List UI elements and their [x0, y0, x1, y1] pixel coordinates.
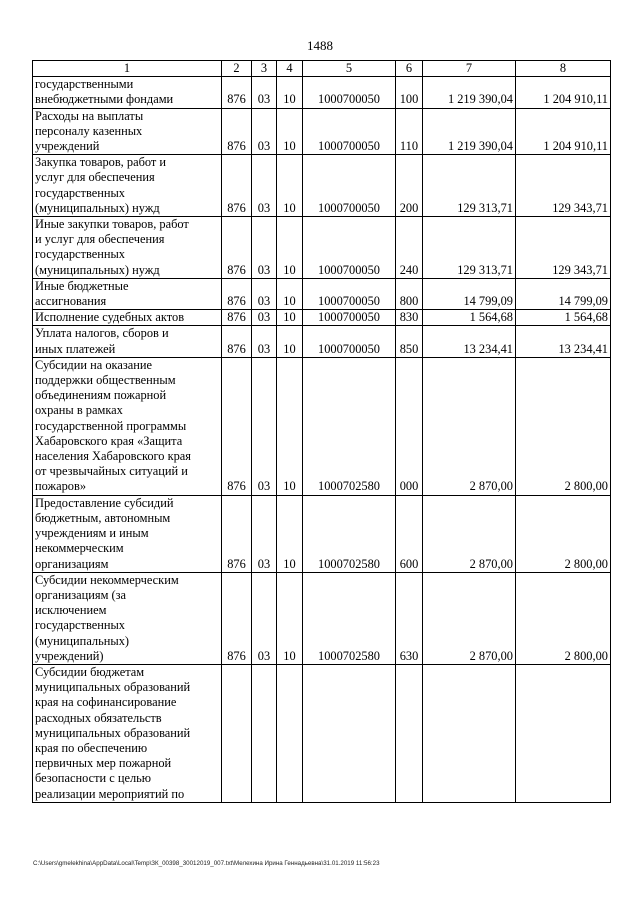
section-cell: 03	[252, 572, 277, 664]
amount-col7-cell: 129 313,71	[423, 217, 516, 279]
expense-type-cell: 110	[396, 108, 423, 155]
table-row	[33, 664, 611, 802]
subsection-cell	[277, 664, 303, 802]
gr-code-cell: 876	[222, 357, 252, 495]
section-cell: 03	[252, 357, 277, 495]
subsection-cell: 10	[277, 217, 303, 279]
amount-col8-cell: 2 800,00	[516, 572, 611, 664]
table-row	[33, 572, 611, 664]
amount-col7-cell: 2 870,00	[423, 357, 516, 495]
expense-type-cell: 200	[396, 155, 423, 217]
table-header-row	[33, 61, 611, 77]
subsection-cell: 10	[277, 326, 303, 357]
column-header: 7	[423, 61, 516, 77]
expense-type-cell: 240	[396, 217, 423, 279]
subsection-cell: 10	[277, 357, 303, 495]
amount-col8-cell: 129 343,71	[516, 217, 611, 279]
table-row	[33, 357, 611, 495]
row-name-cell: Исполнение судебных актов	[33, 310, 222, 326]
target-article-cell: 1000702580	[303, 495, 396, 572]
row-name-cell: государственными внебюджетными фондами	[33, 77, 222, 108]
amount-col7-cell: 14 799,09	[423, 278, 516, 309]
expense-type-cell: 800	[396, 278, 423, 309]
expense-type-cell: 850	[396, 326, 423, 357]
target-article-cell: 1000700050	[303, 77, 396, 108]
amount-col7-cell: 2 870,00	[423, 572, 516, 664]
table-row	[33, 326, 611, 357]
section-cell: 03	[252, 278, 277, 309]
amount-col8-cell: 14 799,09	[516, 278, 611, 309]
budget-table	[32, 60, 611, 803]
column-header: 2	[222, 61, 252, 77]
gr-code-cell: 876	[222, 572, 252, 664]
gr-code-cell: 876	[222, 310, 252, 326]
table-row	[33, 77, 611, 108]
amount-col7-cell: 13 234,41	[423, 326, 516, 357]
row-name-cell: Предоставление субсидий бюджетным, автономным учреждениям и иным некоммерческим организациям	[33, 495, 222, 572]
section-cell: 03	[252, 217, 277, 279]
target-article-cell: 1000702580	[303, 357, 396, 495]
gr-code-cell: 876	[222, 495, 252, 572]
gr-code-cell: 876	[222, 77, 252, 108]
section-cell: 03	[252, 77, 277, 108]
target-article-cell	[303, 664, 396, 802]
row-name-cell: Закупка товаров, работ и услуг для обеспечения государственных (муниципальных) нужд	[33, 155, 222, 217]
gr-code-cell: 876	[222, 326, 252, 357]
table-row	[33, 495, 611, 572]
column-header: 5	[303, 61, 396, 77]
amount-col8-cell	[516, 664, 611, 802]
amount-col8-cell: 13 234,41	[516, 326, 611, 357]
expense-type-cell: 830	[396, 310, 423, 326]
subsection-cell: 10	[277, 77, 303, 108]
gr-code-cell: 876	[222, 217, 252, 279]
amount-col7-cell: 1 564,68	[423, 310, 516, 326]
gr-code-cell: 876	[222, 278, 252, 309]
section-cell: 03	[252, 326, 277, 357]
expense-type-cell: 600	[396, 495, 423, 572]
row-name-cell: Субсидии некоммерческим организациям (за исключением государственных (муниципальных) учреждений)	[33, 572, 222, 664]
target-article-cell: 1000702580	[303, 572, 396, 664]
subsection-cell: 10	[277, 278, 303, 309]
row-name-cell: Субсидии на оказание поддержки общественным объединениям пожарной охраны в рамках государственной программы Хабаровского края «Защита населения Хабаровского края от чрезвычайных ситуаций и пожаров»	[33, 357, 222, 495]
amount-col7-cell: 129 313,71	[423, 155, 516, 217]
row-name-cell: Уплата налогов, сборов и иных платежей	[33, 326, 222, 357]
page-number: 1488	[307, 38, 333, 53]
target-article-cell: 1000700050	[303, 155, 396, 217]
expense-type-cell: 630	[396, 572, 423, 664]
table-body	[33, 77, 611, 803]
amount-col8-cell: 129 343,71	[516, 155, 611, 217]
column-header: 8	[516, 61, 611, 77]
expense-type-cell: 100	[396, 77, 423, 108]
target-article-cell: 1000700050	[303, 310, 396, 326]
row-name-cell: Иные бюджетные ассигнования	[33, 278, 222, 309]
gr-code-cell	[222, 664, 252, 802]
amount-col7-cell: 1 219 390,04	[423, 108, 516, 155]
gr-code-cell: 876	[222, 108, 252, 155]
column-header: 1	[33, 61, 222, 77]
row-name-cell: Иные закупки товаров, работ и услуг для обеспечения государственных (муниципальных) нужд	[33, 217, 222, 279]
section-cell: 03	[252, 155, 277, 217]
target-article-cell: 1000700050	[303, 108, 396, 155]
subsection-cell: 10	[277, 310, 303, 326]
column-header: 4	[277, 61, 303, 77]
amount-col7-cell: 1 219 390,04	[423, 77, 516, 108]
file-path-footer: C:\Users\gmelekhina\AppData\Local\Temp\ЗК_00398_30012019_007.txt\Мелехина Ирина Геннадьевна\31.01.2019 11:56:23	[33, 860, 380, 867]
subsection-cell: 10	[277, 108, 303, 155]
subsection-cell: 10	[277, 495, 303, 572]
amount-col8-cell: 2 800,00	[516, 495, 611, 572]
amount-col7-cell	[423, 664, 516, 802]
section-cell	[252, 664, 277, 802]
gr-code-cell: 876	[222, 155, 252, 217]
row-name-cell: Субсидии бюджетам муниципальных образований края на софинансирование расходных обязательств муниципальных образований края по обеспечению первичных мер пожарной безопасности с целью реализации мероприятий по	[33, 664, 222, 802]
table-row	[33, 310, 611, 326]
amount-col8-cell: 2 800,00	[516, 357, 611, 495]
row-name-cell: Расходы на выплаты персоналу казенных учреждений	[33, 108, 222, 155]
subsection-cell: 10	[277, 572, 303, 664]
table-row	[33, 155, 611, 217]
amount-col8-cell: 1 204 910,11	[516, 77, 611, 108]
section-cell: 03	[252, 310, 277, 326]
expense-type-cell	[396, 664, 423, 802]
amount-col8-cell: 1 204 910,11	[516, 108, 611, 155]
target-article-cell: 1000700050	[303, 326, 396, 357]
table-row	[33, 108, 611, 155]
amount-col7-cell: 2 870,00	[423, 495, 516, 572]
section-cell: 03	[252, 495, 277, 572]
target-article-cell: 1000700050	[303, 278, 396, 309]
section-cell: 03	[252, 108, 277, 155]
table-row	[33, 278, 611, 309]
subsection-cell: 10	[277, 155, 303, 217]
amount-col8-cell: 1 564,68	[516, 310, 611, 326]
expense-type-cell: 000	[396, 357, 423, 495]
target-article-cell: 1000700050	[303, 217, 396, 279]
column-header: 6	[396, 61, 423, 77]
table-row	[33, 217, 611, 279]
column-header: 3	[252, 61, 277, 77]
